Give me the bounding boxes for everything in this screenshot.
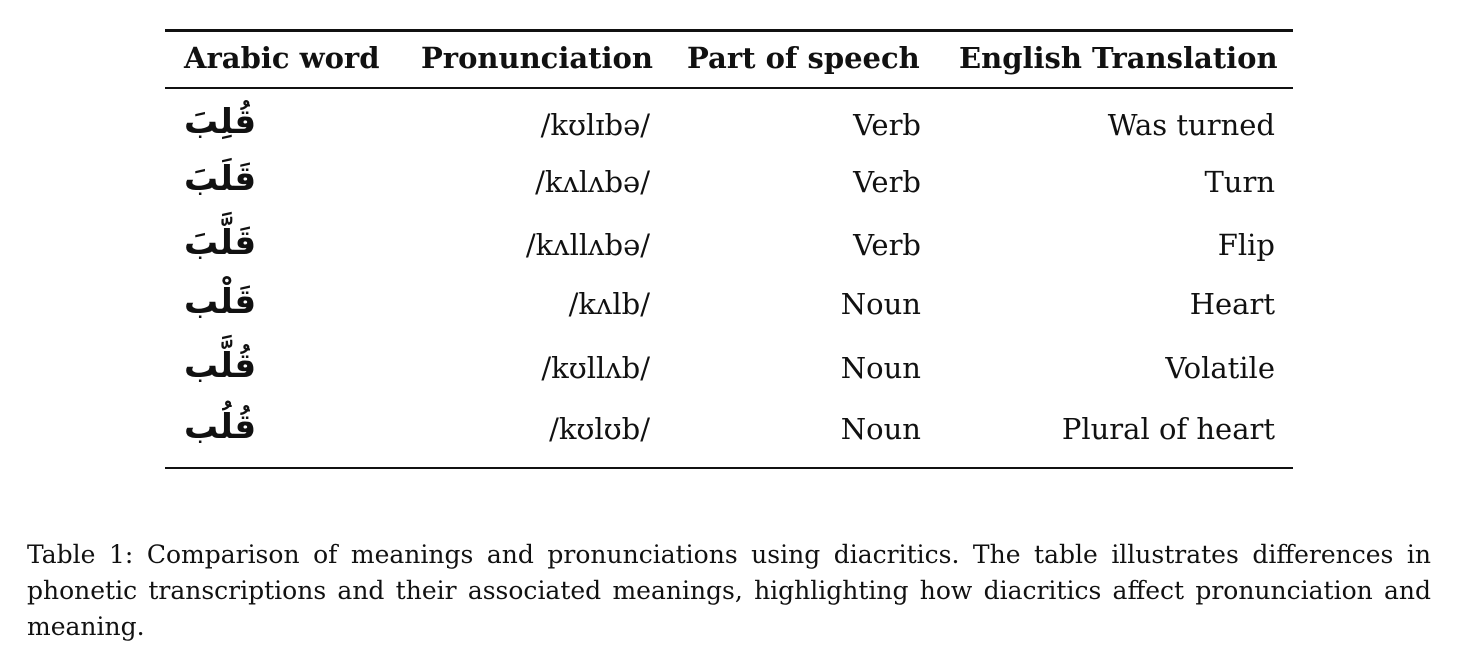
table-caption: Table 1: Comparison of meanings and pronunciations using diacritics. The table illustrates differences in phonetic transcriptions and their associated meanings, highlighting how diacritics affect pronunciation and meaning. <box>27 540 1431 641</box>
part-of-speech-cell: Verb <box>853 165 921 199</box>
header-part-of-speech: Part of speech <box>687 41 920 75</box>
pronunciation-cell: /kʊlʊb/ <box>549 412 650 446</box>
arabic-word-cell: قُلِبَ <box>184 102 257 142</box>
arabic-word-cell: قَلَّبَ <box>184 223 257 263</box>
header-arabic-word: Arabic word <box>184 41 380 75</box>
part-of-speech-cell: Noun <box>840 351 921 385</box>
header-pronunciation: Pronunciation <box>421 41 653 75</box>
arabic-word-cell: قُلُب <box>184 407 257 447</box>
table-header-rule <box>165 87 1293 89</box>
translation-cell: Plural of heart <box>1061 412 1275 446</box>
pronunciation-cell: /kʊllʌb/ <box>541 351 650 385</box>
part-of-speech-cell: Noun <box>840 412 921 446</box>
pronunciation-cell: /kʌlb/ <box>568 287 650 321</box>
header-english-translation: English Translation <box>959 41 1278 75</box>
part-of-speech-cell: Verb <box>853 228 921 262</box>
arabic-word-cell: قُلَّب <box>184 346 257 386</box>
table-bottom-rule <box>165 467 1293 469</box>
translation-cell: Volatile <box>1165 351 1275 385</box>
arabic-word-cell: قَلْب <box>184 282 257 322</box>
part-of-speech-cell: Verb <box>853 108 921 142</box>
translation-cell: Heart <box>1189 287 1275 321</box>
translation-cell: Flip <box>1217 228 1275 262</box>
pronunciation-cell: /kʊlɪbə/ <box>540 108 650 142</box>
translation-cell: Turn <box>1204 165 1275 199</box>
pronunciation-cell: /kʌlʌbə/ <box>535 165 650 199</box>
pronunciation-cell: /kʌllʌbə/ <box>525 228 650 262</box>
table-top-rule <box>165 29 1293 32</box>
translation-cell: Was turned <box>1107 108 1275 142</box>
arabic-word-cell: قَلَبَ <box>184 159 257 199</box>
part-of-speech-cell: Noun <box>840 287 921 321</box>
